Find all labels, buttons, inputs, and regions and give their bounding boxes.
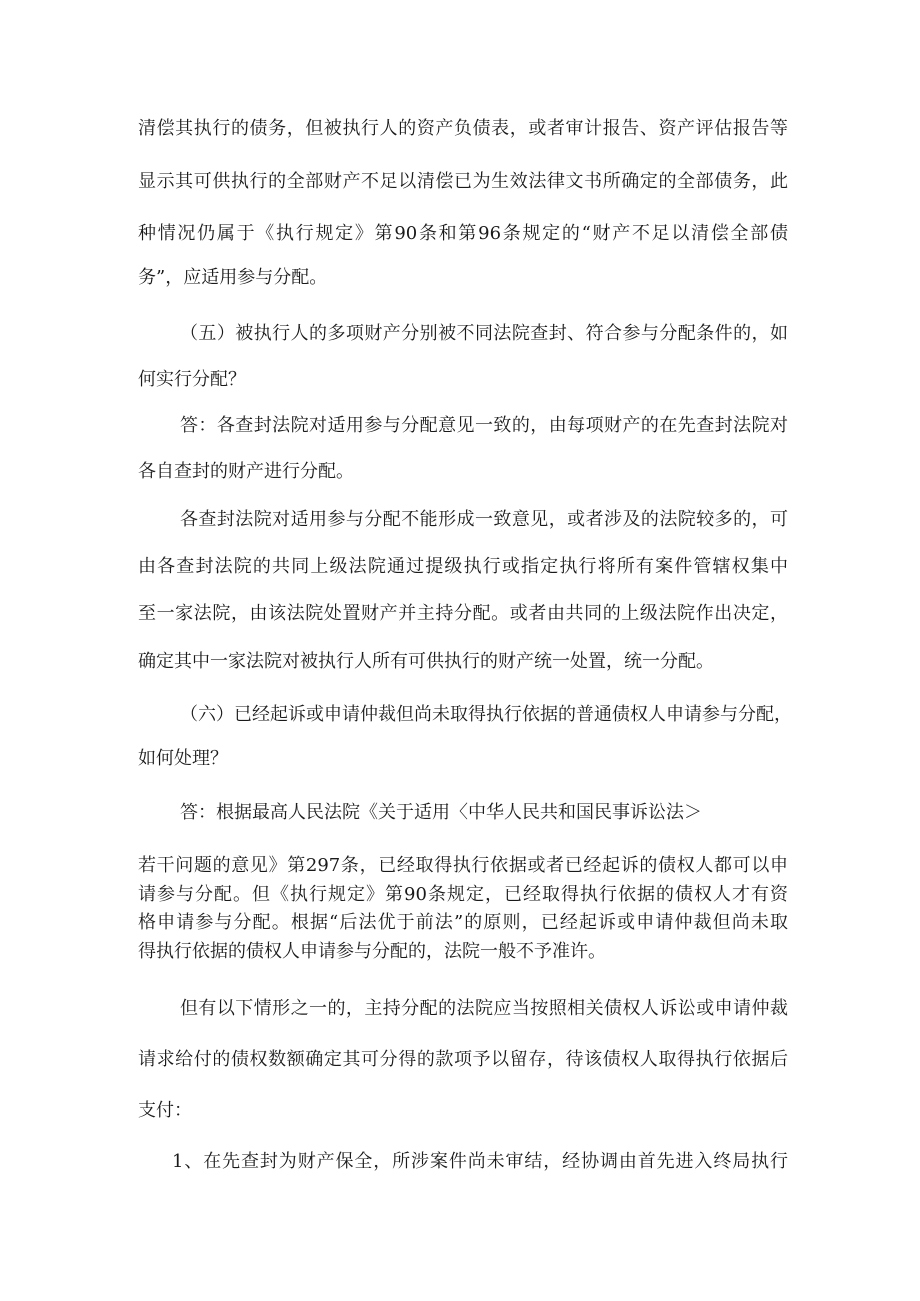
answer-line: 答：各查封法院对适用参与分配意见一致的，由每项财产的在先查封法院对 <box>180 415 788 436</box>
question-heading: （五）被执行人的多项财产分别被不同法院查封、符合参与分配条件的，如 <box>180 323 788 344</box>
text-line: 务”，应适用参与分配。 <box>138 267 328 288</box>
text-line: 请参与分配。但《执行规定》第90条规定，已经取得执行依据的债权人才有资 <box>138 884 788 905</box>
text-line: 清偿其执行的债务，但被执行人的资产负债表，或者审计报告、资产评估报告等 <box>138 118 788 139</box>
question-heading: （六）已经起诉或申请仲裁但尚未取得执行依据的普通债权人申请参与分配， <box>180 704 792 725</box>
question-heading-continued: 如何处理？ <box>138 748 228 769</box>
text-line: 请求给付的债权数额确定其可分得的款项予以留存，待该债权人取得执行依据后 <box>138 1049 788 1070</box>
text-line: 各自查封的财产进行分配。 <box>138 461 354 482</box>
text-line: 显示其可供执行的全部财产不足以清偿已为生效法律文书所确定的全部债务，此 <box>138 171 788 192</box>
text-line: 各查封法院对适用参与分配不能形成一致意见，或者涉及的法院较多的，可 <box>180 509 788 530</box>
list-item: 1、在先查封为财产保全，所涉案件尚未审结，经协调由首先进入终局执行 <box>172 1151 788 1172</box>
text-line: 但有以下情形之一的，主持分配的法院应当按照相关债权人诉讼或申请仲裁 <box>180 998 788 1019</box>
text-line: 由各查封法院的共同上级法院通过提级执行或指定执行将所有案件管辖权集中 <box>138 556 788 577</box>
text-line: 得执行依据的债权人申请参与分配的，法院一般不予准许。 <box>138 941 606 962</box>
text-line: 确定其中一家法院对被执行人所有可供执行的财产统一处置，统一分配。 <box>138 651 714 672</box>
text-line: 若干问题的意见》第297条，已经取得执行依据或者已经起诉的债权人都可以申 <box>138 855 788 876</box>
question-heading-continued: 何实行分配？ <box>138 369 246 390</box>
text-line: 至一家法院，由该法院处置财产并主持分配。或者由共同的上级法院作出决定， <box>138 603 788 624</box>
answer-line: 答：根据最高人民法院《关于适用〈中华人民共和国民事诉讼法＞ <box>180 802 702 823</box>
text-line: 格申请参与分配。根据“后法优于前法”的原则，已经起诉或申请仲裁但尚未取 <box>138 912 788 933</box>
text-line: 支付： <box>138 1100 192 1121</box>
text-line: 种情况仍属于《执行规定》第90条和第96条规定的“财产不足以清偿全部债 <box>138 223 788 244</box>
